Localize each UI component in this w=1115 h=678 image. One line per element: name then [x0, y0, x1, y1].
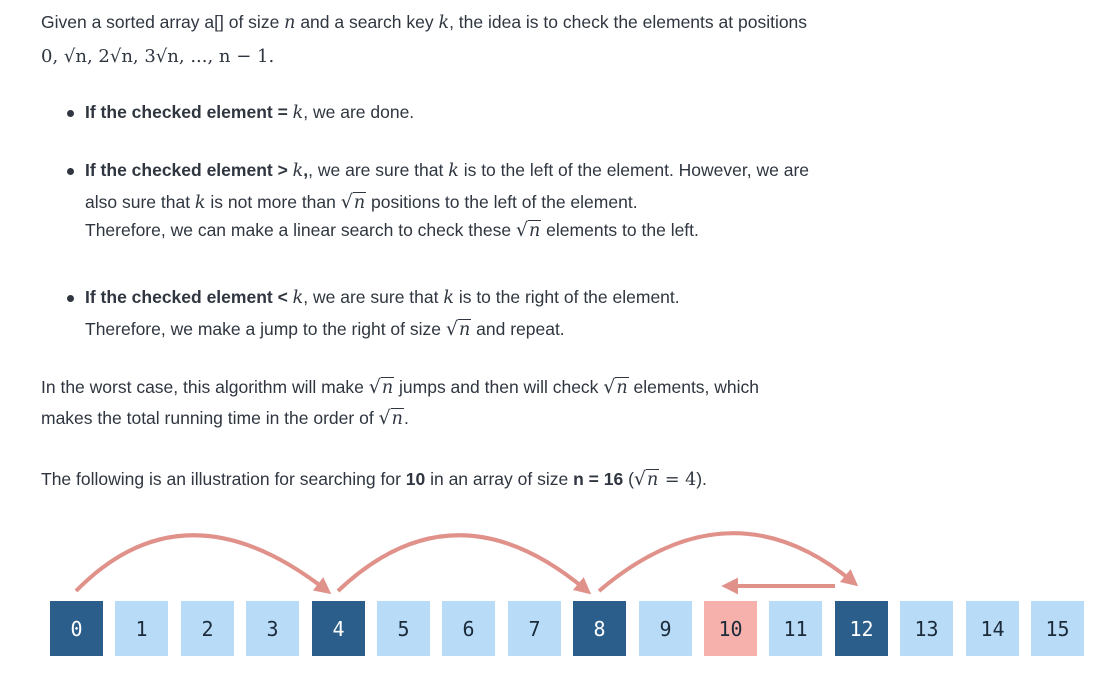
jump-arrow-4-8	[338, 535, 586, 591]
array-cell: 11	[769, 601, 822, 656]
sqrt-n: √n	[633, 468, 659, 490]
rule-less	[85, 284, 680, 312]
rule-text: is to the right of the element.	[453, 287, 680, 307]
rules-list	[85, 284, 680, 344]
array-cell: 4	[312, 601, 365, 656]
worst-case-paragraph	[41, 374, 759, 402]
var-k: k	[448, 161, 459, 181]
var-k: k	[438, 13, 450, 33]
rule-lead: If the checked element =	[85, 102, 293, 122]
var-k: k	[443, 288, 454, 308]
jump-arrow-8-12	[599, 533, 853, 591]
array-cell: 8	[573, 601, 626, 656]
var-n: n	[284, 13, 296, 33]
array-cell: 0	[50, 601, 103, 656]
rule-lead: If the checked element >	[85, 160, 293, 180]
rule-text: positions to the left of the element.	[366, 192, 638, 212]
rule-text: , we are sure that	[308, 160, 449, 180]
positions-formula	[41, 43, 274, 70]
var-k: k	[292, 161, 304, 181]
var-k: k	[194, 193, 206, 213]
rules-list	[85, 99, 414, 127]
target-value: 10	[405, 469, 426, 489]
array-cell: 10	[704, 601, 757, 656]
array-cell: 13	[900, 601, 953, 656]
rule-lead: If the checked element <	[85, 287, 293, 307]
bullet-icon	[67, 295, 74, 302]
worst-text: .	[403, 408, 409, 428]
rule-text: elements to the left.	[541, 220, 699, 240]
array-cell: 14	[966, 601, 1019, 656]
positions-text: 0, √n, 2√n, 3√n, ..., n − 1.	[41, 46, 275, 67]
worst-case-paragraph-2	[41, 405, 409, 433]
intro-text: , the idea is to check the elements at positions	[449, 12, 808, 32]
rule-text: , we are sure that	[303, 287, 444, 307]
rule-text: is to the left of the element. However, we are	[458, 160, 810, 180]
array-cell: 5	[377, 601, 430, 656]
illustration-caption	[41, 466, 707, 494]
sqrt-n: √n	[515, 219, 541, 241]
worst-text: elements, which	[628, 377, 760, 397]
array-cell: 3	[246, 601, 299, 656]
caption-text: (	[623, 469, 634, 489]
array-cell: 6	[442, 601, 495, 656]
worst-text: makes the total running time in the order of	[41, 408, 379, 428]
var-k: k	[292, 103, 304, 123]
array-cell: 1	[115, 601, 168, 656]
sqrt-n: √n	[378, 407, 403, 429]
rule-text: , we are done.	[303, 102, 415, 122]
jump-arrows	[0, 500, 1115, 610]
array-cell: 7	[508, 601, 561, 656]
caption-text: ).	[696, 469, 707, 489]
rule-text: Therefore, we make a jump to the right of size	[85, 319, 446, 339]
intro-text: Given a sorted array a[] of size	[41, 12, 285, 32]
sqrt-value: = 4	[659, 470, 697, 490]
bullet-icon	[67, 110, 74, 117]
rule-less-line2	[85, 316, 680, 344]
array-cell: 15	[1031, 601, 1084, 656]
rule-text: and repeat.	[471, 319, 565, 339]
worst-text: jumps and then will check	[394, 377, 604, 397]
caption-text: in an array of size	[425, 469, 574, 489]
intro-text: and a search key	[295, 12, 439, 32]
rules-list	[85, 157, 809, 245]
array-cell: 9	[639, 601, 692, 656]
rule-greater-line3	[85, 217, 809, 245]
sqrt-n: √n	[340, 191, 366, 213]
sqrt-n: √n	[603, 376, 628, 398]
array-cell: 2	[181, 601, 234, 656]
sqrt-n: √n	[368, 376, 394, 398]
rule-text: Therefore, we can make a linear search to check these	[85, 220, 516, 240]
array-cell: 12	[835, 601, 888, 656]
rule-greater: If the checked element > k,, we are sure that k is to the left of the element. However, we are	[85, 157, 809, 185]
rule-text: is not more than	[205, 192, 341, 212]
rule-equal	[85, 99, 414, 127]
array-size: n = 16	[573, 469, 624, 489]
rule-greater-line2	[85, 189, 809, 217]
bullet-icon	[67, 168, 74, 175]
worst-text: In the worst case, this algorithm will make	[41, 377, 369, 397]
caption-text: The following is an illustration for searching for	[41, 469, 406, 489]
jump-arrow-0-4	[76, 535, 326, 591]
sqrt-n: √n	[445, 318, 471, 340]
var-k: k	[292, 288, 304, 308]
intro-paragraph	[41, 9, 807, 37]
rule-text: also sure that	[85, 192, 195, 212]
